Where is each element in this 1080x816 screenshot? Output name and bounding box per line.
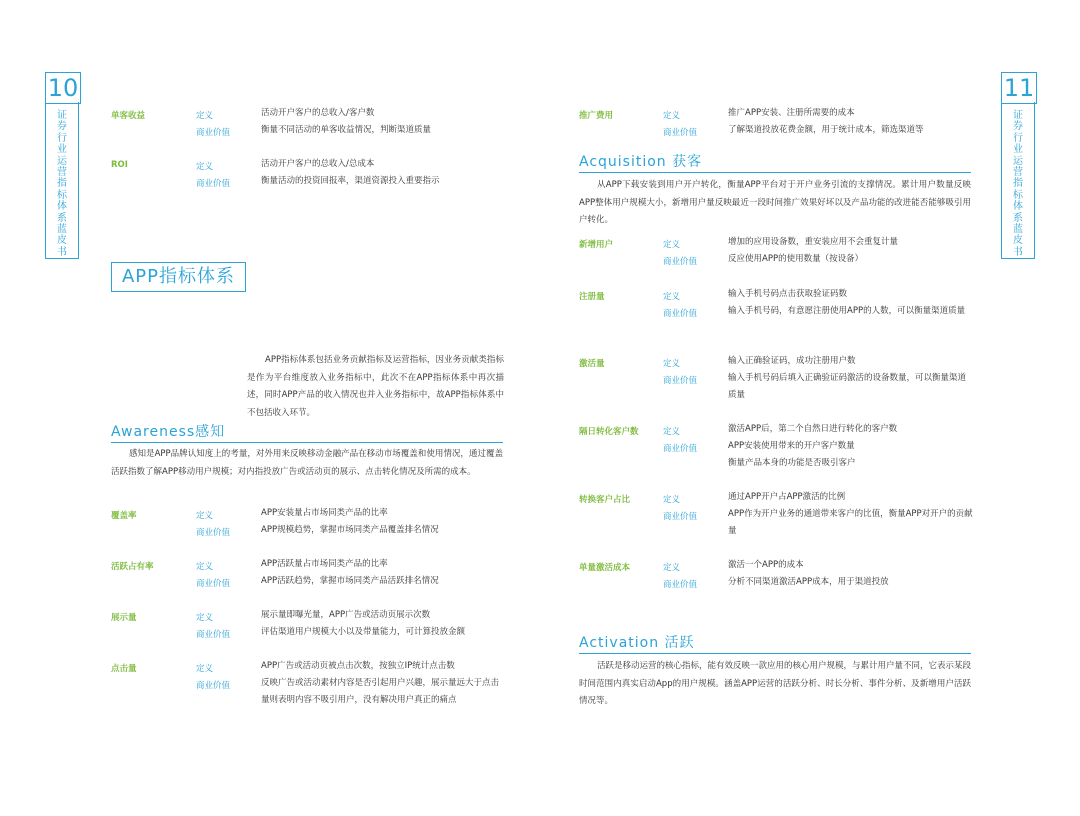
metric-term: 展示量: [111, 613, 137, 623]
side-title-box-right: [1001, 102, 1035, 259]
metric-term: 激活量: [579, 359, 605, 369]
definition-label: 定义: [196, 511, 214, 521]
business-value-text: 分析不同渠道激活APP成本，用于渠道投放: [728, 577, 889, 587]
business-value-label: 商业价值: [663, 580, 698, 590]
metric-term: 新增用户: [579, 240, 614, 250]
definition-text: 输入手机号码点击获取验证码数: [728, 289, 848, 299]
business-value-text: APP活跃趋势，掌握市场同类产品活跃排名情况: [261, 576, 439, 586]
business-value-text: 衡量不同活动的单客收益情况，判断渠道质量: [261, 125, 432, 135]
business-value-text: 输入手机号码后填入正确验证码激活的设备数量，可以衡量渠道质量: [728, 373, 967, 400]
business-value-label: 商业价值: [663, 444, 698, 454]
business-value-text: 输入手机号码，有意愿注册使用APP的人数，可以衡量渠道质量: [728, 306, 966, 316]
business-value-text: 了解渠道投放花费金额，用于统计成本，筛选渠道等: [728, 125, 924, 135]
definition-label: 定义: [663, 111, 681, 121]
definition-text: 活动开户客户的总收入/总成本: [261, 159, 375, 169]
definition-text: 通过APP开户占APP激活的比例: [728, 492, 846, 502]
side-title-box-left: [45, 102, 79, 259]
metric-term: 活跃占有率: [111, 562, 154, 572]
business-value-label: 商业价值: [196, 179, 231, 189]
page-number-right: 11: [1001, 72, 1037, 104]
business-value-label: 商业价值: [663, 128, 698, 138]
business-value-label: 商业价值: [196, 630, 231, 640]
business-value-label: 商业价值: [663, 512, 698, 522]
business-value-label: 商业价值: [196, 128, 231, 138]
definition-label: 定义: [196, 562, 214, 572]
definition-label: 定义: [663, 495, 681, 505]
section-rule: [579, 172, 971, 173]
definition-text: APP广告或活动页被点击次数，按独立IP统计点击数: [261, 661, 455, 671]
definition-label: 定义: [663, 563, 681, 573]
awareness-description: 感知是APP品牌认知度上的考量，对外用来反映移动金融产品在移动市场覆盖和使用情况，通过覆盖活跃指数了解APP移动用户规模；对内指投放广告或活动页的展示、点击转化情况及所需的成本。: [111, 449, 503, 477]
business-value-label: 商业价值: [663, 309, 698, 319]
business-value-text: APP作为开户业务的通道带来客户的比值，衡量APP对开户的贡献量: [728, 509, 973, 536]
metric-term: 转换客户占比: [579, 495, 631, 505]
definition-text: APP安装量占市场同类产品的比率: [261, 508, 388, 518]
page-number-left: 10: [45, 72, 81, 104]
definition-label: 定义: [663, 292, 681, 302]
side-title-right: 证券行业运营指标体系蓝皮书: [1013, 110, 1023, 258]
definition-text: 展示量即曝光量，APP广告或活动页展示次数: [261, 610, 431, 620]
definition-text: 增加的应用设备数，重安装应用不会重复计量: [728, 237, 899, 247]
business-value-text: APP规模趋势，掌握市场同类产品覆盖排名情况: [261, 525, 439, 535]
section-rule: [579, 653, 971, 654]
metric-term: 单客收益: [111, 111, 146, 121]
metric-term: 点击量: [111, 664, 137, 674]
section-rule: [111, 442, 503, 443]
definition-label: 定义: [196, 664, 214, 674]
definition-label: 定义: [196, 613, 214, 623]
metric-term: 推广费用: [579, 111, 614, 121]
definition-text: 推广APP安装、注册所需要的成本: [728, 108, 855, 118]
business-value-label: 商业价值: [196, 579, 231, 589]
definition-label: 定义: [663, 427, 681, 437]
definition-label: 定义: [196, 111, 214, 121]
definition-text: 输入正确验证码，成功注册用户数: [728, 356, 856, 366]
definition-label: 定义: [663, 359, 681, 369]
definition-text: APP活跃量占市场同类产品的比率: [261, 559, 388, 569]
business-value-text: APP安装使用带来的开户客户数量: [728, 441, 855, 451]
business-value-label: 商业价值: [663, 257, 698, 267]
metric-term: 隔日转化客户数: [579, 427, 639, 437]
metric-term: ROI: [111, 160, 128, 170]
metric-term: 单量激活成本: [579, 563, 631, 573]
acquisition-description: 从APP下载安装到用户开户转化，衡量APP平台对于开户业务引流的支撑情况。累计用户数量反映APP整体用户规模大小，新增用户量反映最近一段时间推广效果好坏以及产品功能的改进能否能够吸引用户转化。: [579, 180, 971, 225]
business-value-label: 商业价值: [196, 528, 231, 538]
definition-label: 定义: [196, 162, 214, 172]
main-title: APP指标体系: [111, 262, 246, 292]
definition-text: 激活APP后，第二个自然日进行转化的客户数: [728, 424, 898, 434]
business-value-text-2: 衡量产品本身的功能是否吸引客户: [728, 458, 856, 468]
section-title-awareness: Awareness感知: [111, 424, 226, 440]
section-title-activation: Activation 活跃: [579, 635, 695, 651]
metric-term: 注册量: [579, 292, 605, 302]
section-title-acquisition: Acquisition 获客: [579, 154, 703, 170]
business-value-text: 反应使用APP的使用数量（按设备）: [728, 254, 864, 264]
metric-term: 覆盖率: [111, 511, 137, 521]
business-value-text: 衡量活动的投资回报率，渠道资源投入重要指示: [261, 176, 440, 186]
business-value-label: 商业价值: [663, 376, 698, 386]
activation-description: 活跃是移动运营的核心指标，能有效反映一款应用的核心用户规模，与累计用户量不同，它表示某段时间范围内真实启动App的用户规模。涵盖APP运营的活跃分析、时长分析、事件分析、及新增用户活跃情况等。: [579, 661, 972, 706]
side-title-left: 证券行业运营指标体系蓝皮书: [57, 110, 67, 258]
definition-label: 定义: [663, 240, 681, 250]
business-value-label: 商业价值: [196, 681, 231, 691]
intro-paragraph: APP指标体系包括业务贡献指标及运营指标，因业务贡献类指标是作为平台维度放入业务指标中，此次不在APP指标体系中再次描述，同时APP产品的收入情况也并入业务指标中，故APP指标体系中不包括收入环节。: [247, 355, 504, 418]
business-value-text: 反映广告或活动素材内容是否引起用户兴趣，展示量远大于点击量则表明内容不吸引用户，没有解决用户真正的痛点: [261, 678, 500, 705]
definition-text: 活动开户客户的总收入/客户数: [261, 108, 375, 118]
definition-text: 激活一个APP的成本: [728, 560, 804, 570]
business-value-text: 评估渠道用户规模大小以及带量能力，可计算投放金额: [261, 627, 466, 637]
